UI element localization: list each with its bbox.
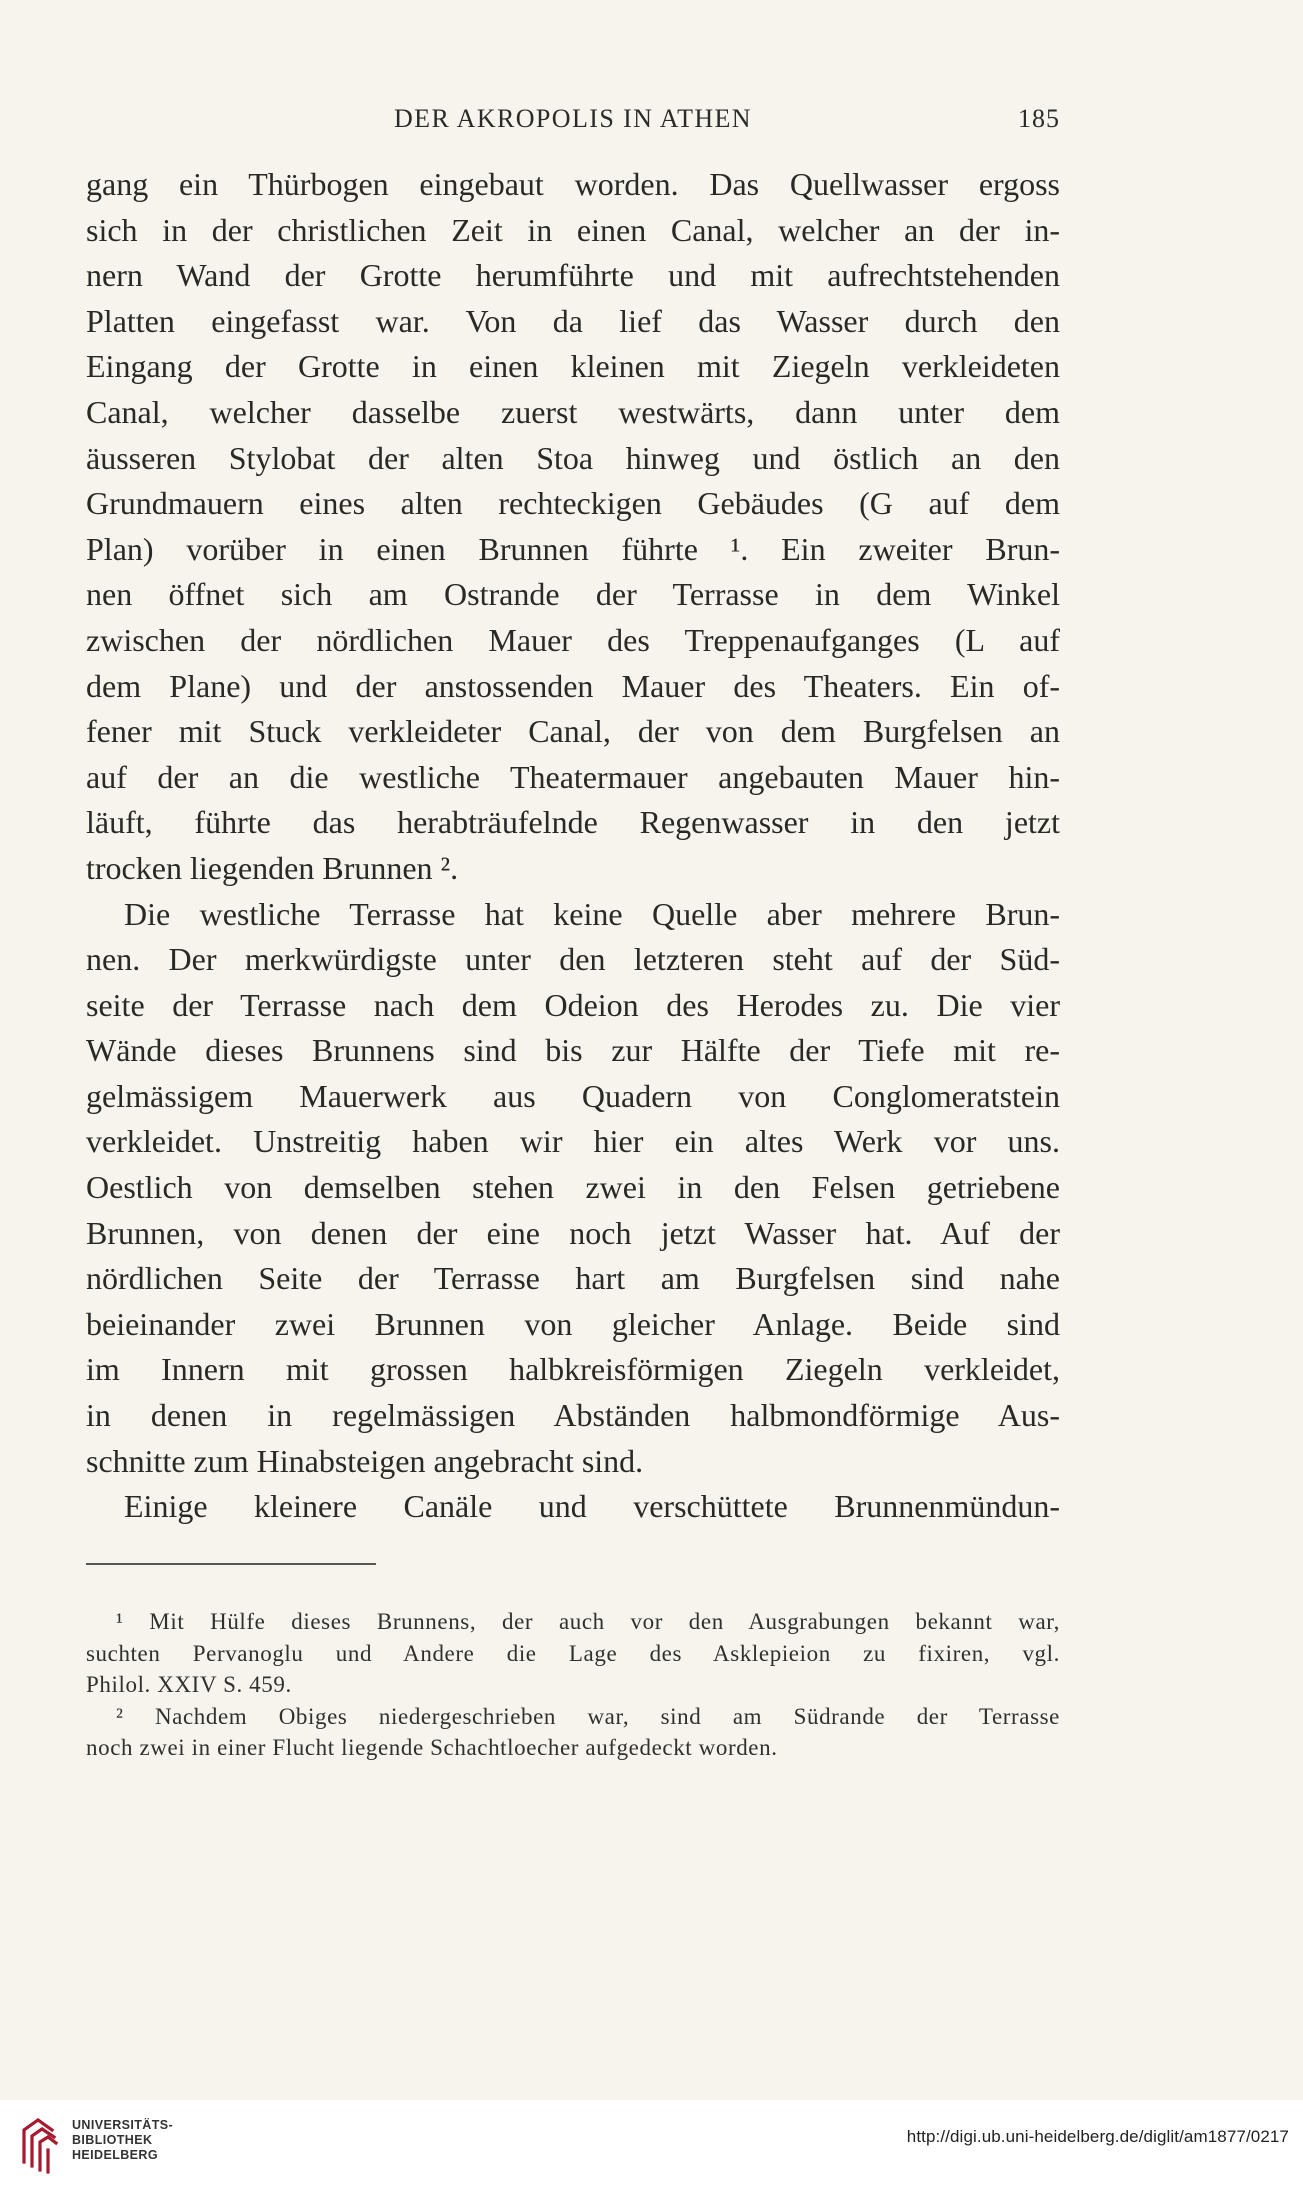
text-line: äusseren Stylobat der alten Stoa hinweg und östlich an den	[86, 439, 1060, 476]
page-number: 185	[1018, 104, 1060, 133]
page-header	[86, 104, 1060, 144]
source-url-link[interactable]: http://digi.ub.uni-heidelberg.de/diglit/am1877/0217	[906, 2127, 1289, 2146]
text-line: fener mit Stuck verkleideter Canal, der von dem Burgfelsen an	[86, 713, 1060, 750]
running-title: DER AKROPOLIS IN ATHEN	[394, 104, 752, 133]
text-line: Wände dieses Brunnens sind bis zur Hälfte der Tiefe mit re-	[86, 1032, 1060, 1069]
text-line: nen öffnet sich am Ostrande der Terrasse in dem Winkel	[86, 576, 1060, 613]
text-line: Grundmauern eines alten rechteckigen Gebäudes (G auf dem	[86, 485, 1060, 522]
footnotes	[86, 1606, 1060, 1764]
text-line: Canal, welcher dasselbe zuerst westwärts, dann unter dem	[86, 393, 1060, 430]
university-library-logo-icon	[18, 2112, 62, 2176]
library-name-line: UNIVERSITÄTS-	[72, 2118, 174, 2132]
footnote-line: Philol. XXIV S. 459.	[86, 1672, 292, 1697]
text-line: nern Wand der Grotte herumführte und mit aufrechtstehenden	[86, 257, 1060, 294]
text-line: nördlichen Seite der Terrasse hart am Burgfelsen sind nahe	[86, 1260, 1060, 1297]
text-line: Plan) vorüber in einen Brunnen führte ¹. Ein zweiter Brun-	[86, 530, 1060, 567]
text-line: Brunnen, von denen der eine noch jetzt Wasser hat. Auf der	[86, 1214, 1060, 1251]
footnote-line: ² Nachdem Obiges niedergeschrieben war, sind am Südrande der Terrasse	[116, 1703, 1060, 1729]
text-line: läuft, führte das herabträufelnde Regenwasser in den jetzt	[86, 804, 1060, 841]
text-line: Eingang der Grotte in einen kleinen mit Ziegeln verkleideten	[86, 348, 1060, 385]
text-line: Platten eingefasst war. Von da lief das Wasser durch den	[86, 302, 1060, 339]
text-line: sich in der christlichen Zeit in einen Canal, welcher an der in-	[86, 211, 1060, 248]
footnote-line: noch zwei in einer Flucht liegende Schachtloecher aufgedeckt worden.	[86, 1735, 778, 1760]
library-name-line: HEIDELBERG	[72, 2148, 158, 2162]
text-line: in denen in regelmässigen Abständen halbmondförmige Aus-	[86, 1397, 1060, 1434]
footnote-line: suchten Pervanoglu und Andere die Lage des Asklepieion zu fixiren, vgl.	[86, 1640, 1060, 1666]
text-line: dem Plane) und der anstossenden Mauer des Theaters. Ein of-	[86, 667, 1060, 704]
text-line: nen. Der merkwürdigste unter den letzteren steht auf der Süd-	[86, 941, 1060, 978]
text-line: im Innern mit grossen halbkreisförmigen Ziegeln verkleidet,	[86, 1351, 1060, 1388]
text-line: Oestlich von demselben stehen zwei in den Felsen getriebene	[86, 1169, 1060, 1206]
text-line: zwischen der nördlichen Mauer des Treppenaufganges (L auf	[86, 621, 1060, 658]
digitization-footer	[0, 2100, 1303, 2205]
library-name-line: BIBLIOTHEK	[72, 2133, 153, 2147]
text-line: auf der an die westliche Theatermauer angebauten Mauer hin-	[86, 758, 1060, 795]
text-line: beieinander zwei Brunnen von gleicher Anlage. Beide sind	[86, 1305, 1060, 1342]
footnote-divider	[86, 1563, 376, 1565]
main-text	[86, 162, 1060, 1530]
text-line: seite der Terrasse nach dem Odeion des Herodes zu. Die vier	[86, 986, 1060, 1023]
library-name	[72, 2118, 173, 2163]
text-line: gang ein Thürbogen eingebaut worden. Das Quellwasser ergoss	[86, 166, 1060, 202]
text-line: Einige kleinere Canäle und verschüttete Brunnenmündun-	[124, 1488, 1060, 1525]
text-line: Die westliche Terrasse hat keine Quelle aber mehrere Brun-	[124, 895, 1060, 932]
text-line: verkleidet. Unstreitig haben wir hier ein altes Werk vor uns.	[86, 1123, 1060, 1160]
text-line: gelmässigem Mauerwerk aus Quadern von Conglomeratstein	[86, 1077, 1060, 1114]
text-line: schnitte zum Hinabsteigen angebracht sind.	[86, 1442, 644, 1479]
text-line: trocken liegenden Brunnen ².	[86, 849, 459, 886]
footnote-line: ¹ Mit Hülfe dieses Brunnens, der auch vor den Ausgrabungen bekannt war,	[116, 1609, 1060, 1634]
